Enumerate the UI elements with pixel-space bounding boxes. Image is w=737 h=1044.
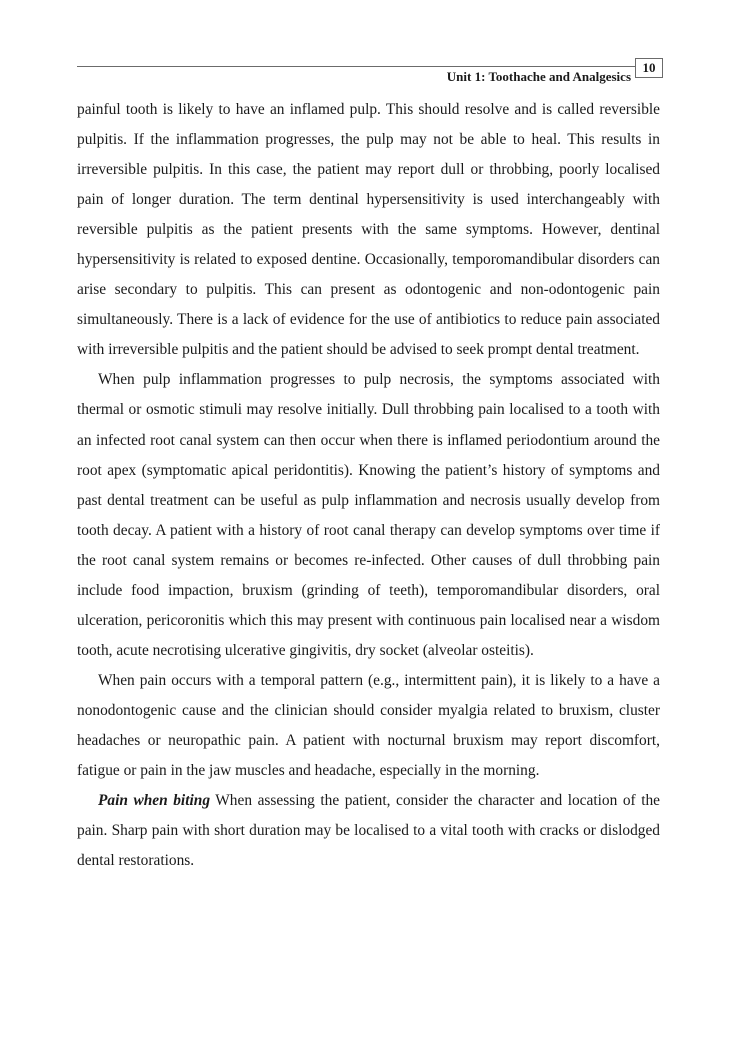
page-number: 10 <box>635 58 663 78</box>
header-rule <box>77 66 635 67</box>
run-in-heading: Pain when biting <box>98 792 211 810</box>
paragraph-1: painful tooth is likely to have an inflamed pulp. This should resolve and is called reversible pulpitis. If the inflammation progresses, the pulp may not be able to heal. This results in irreversible pulpitis. In this case, the patient may report dull or throbbing, poorly localised pain of longer duration. The term dentinal hypersensitivity is used interchangeably with reversible pulpitis as the patient presents with the same symptoms. However, dentinal hypersensitivity is related to exposed dentine. Occasionally, temporomandibular disorders can arise secondary to pulpitis. This can present as odontogenic and non-odontogenic pain simultaneously. There is a lack of evidence for the use of antibiotics to reduce pain associated with irreversible pulpitis and the patient should be advised to seek prompt dental treatment. <box>77 101 660 359</box>
body-text <box>77 95 660 876</box>
paragraph-4-text: When assessing the patient, consider the character and location of the pain. Sharp pain with short duration may be localised to a vital tooth with cracks or dislodged dental restorations. <box>77 792 660 870</box>
paragraph-2: When pulp inflammation progresses to pulp necrosis, the symptoms associated with thermal or osmotic stimuli may resolve initially. Dull throbbing pain localised to a tooth with an infected root canal system can then occur when there is inflamed periodontium around the root apex (symptomatic apical peridontitis). Knowing the patient’s history of symptoms and past dental treatment can be useful as pulp inflammation and necrosis usually develop from tooth decay. A patient with a history of root canal therapy can develop symptoms over time if the root canal system remains or becomes re-infected. Other causes of dull throbbing pain include food impaction, bruxism (grinding of teeth), temporomandibular disorders, oral ulceration, pericoronitis which this may present with continuous pain localised near a wisdom tooth, acute necrotising ulcerative gingivitis, dry socket (alveolar osteitis). <box>77 371 660 659</box>
paragraph-3: When pain occurs with a temporal pattern (e.g., intermittent pain), it is likely to a have a nonodontogenic cause and the clinician should consider myalgia related to bruxism, cluster headaches or neuropathic pain. A patient with nocturnal bruxism may report discomfort, fatigue or pain in the jaw muscles and headache, especially in the morning. <box>77 671 660 780</box>
paragraph-4 <box>77 786 660 876</box>
running-head-title: Unit 1: Toothache and Analgesics <box>446 69 631 84</box>
